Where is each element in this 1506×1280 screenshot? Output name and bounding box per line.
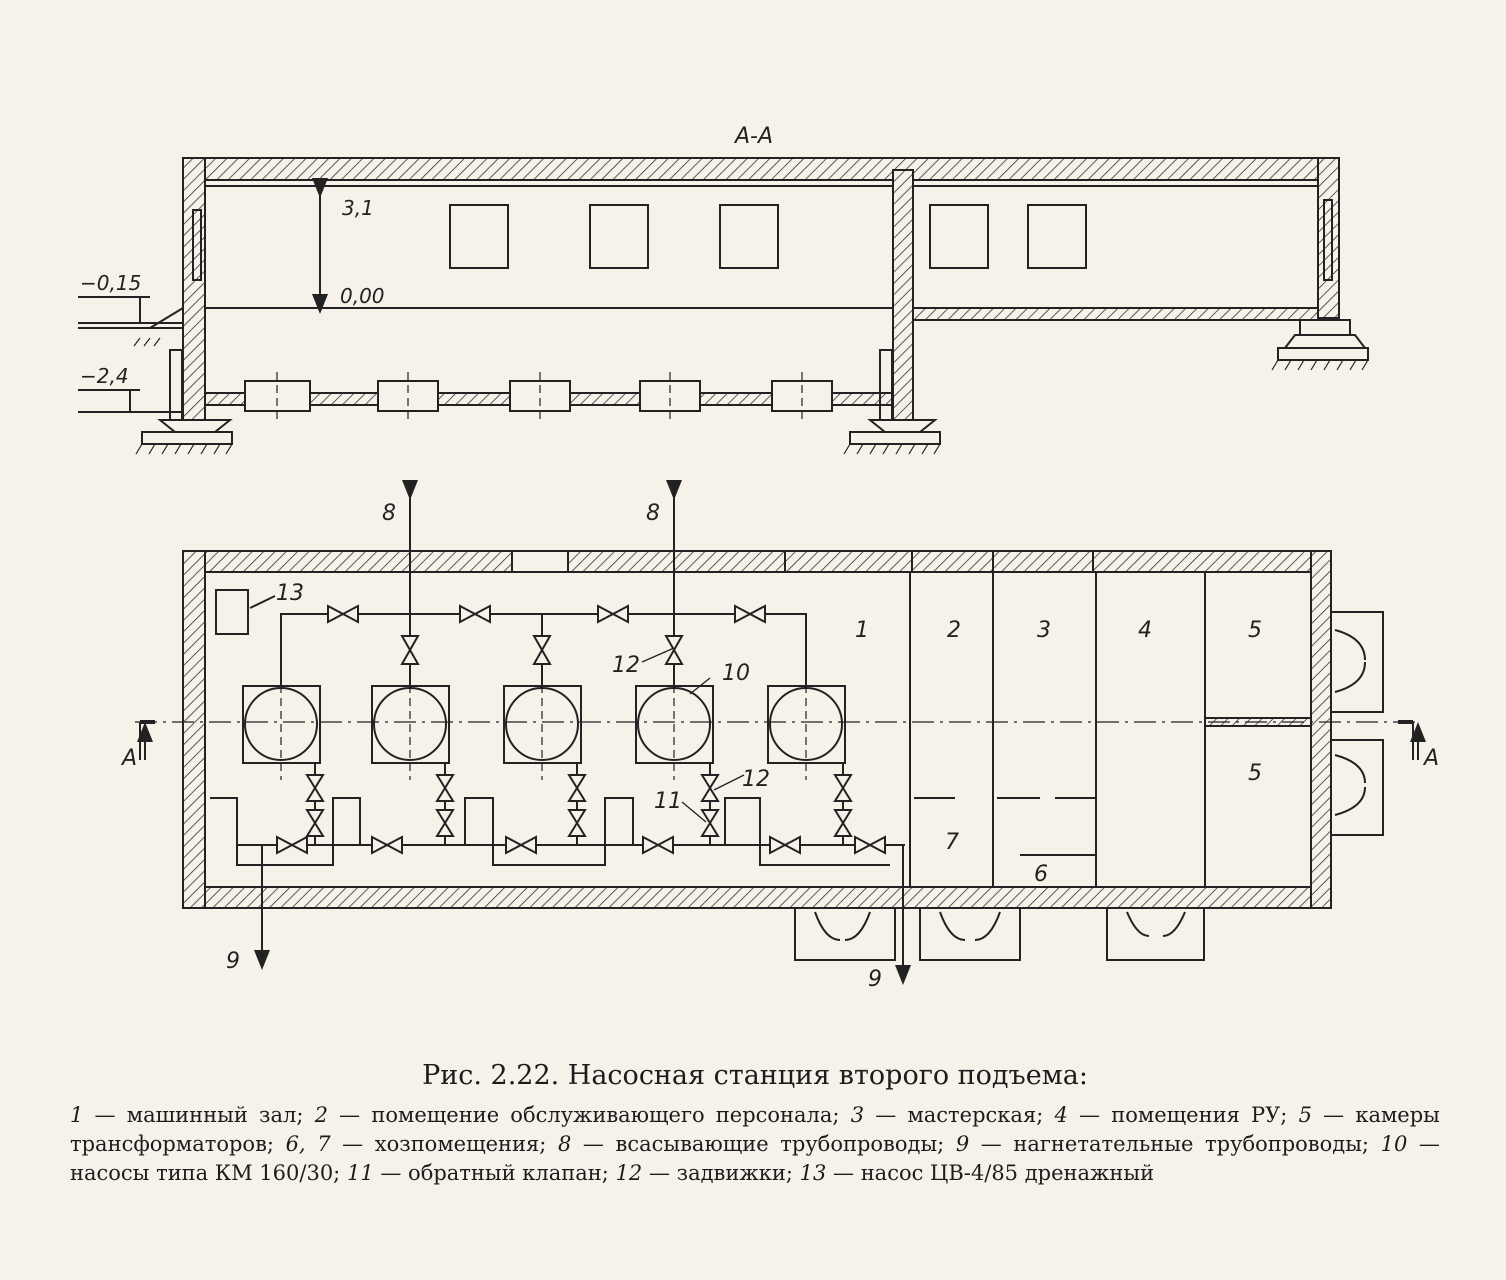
label-6: 6 xyxy=(1034,862,1048,887)
legend-item: 1 — машинный зал; xyxy=(70,1103,304,1127)
section-mark-right: А xyxy=(1424,746,1440,771)
section-view xyxy=(78,124,1368,454)
legend-text: насос ЦВ-4/85 дренажный xyxy=(860,1161,1155,1185)
label-11: 11 xyxy=(654,789,682,814)
elev-bottom-label: −2,4 xyxy=(80,364,129,388)
legend-item: 10 — насосы типа КМ 160/30; xyxy=(70,1132,1440,1185)
legend-item: 6, 7 — хозпомещения; xyxy=(285,1132,547,1156)
legend-number: 3 xyxy=(850,1103,865,1127)
plan-view xyxy=(120,490,1439,975)
flow-8-right: 8 xyxy=(646,501,660,526)
elev-ground-label: −0,15 xyxy=(80,271,142,295)
elev-floor-label: 0,00 xyxy=(340,284,385,308)
section-mark-left: А xyxy=(122,746,138,771)
label-1: 1 xyxy=(855,618,869,643)
pump-group xyxy=(243,686,845,763)
legend-text: помещение обслуживающего персонала; xyxy=(371,1103,840,1127)
legend-number: 10 xyxy=(1380,1132,1408,1156)
legend-item: 8 — всасывающие трубопроводы; xyxy=(557,1132,945,1156)
legend-number: 4 xyxy=(1054,1103,1068,1127)
legend-item: 5 — камеры трансформаторов; xyxy=(70,1103,1440,1156)
legend-text: хозпомещения; xyxy=(374,1132,547,1156)
legend-text: насосы типа КМ 160/30; xyxy=(70,1161,341,1185)
legend-number: 2 xyxy=(314,1103,328,1127)
label-5a: 5 xyxy=(1248,618,1262,643)
legend-number: 1 xyxy=(70,1103,84,1127)
legend-item: 2 — помещение обслуживающего персонала; xyxy=(314,1103,840,1127)
label-5b: 5 xyxy=(1248,761,1262,786)
label-2: 2 xyxy=(947,618,961,643)
legend-number: 6, 7 xyxy=(285,1132,331,1156)
legend-number: 5 xyxy=(1298,1103,1312,1127)
elev-top-label: 3,1 xyxy=(342,196,374,220)
section-title: А-А xyxy=(735,124,774,149)
legend-text: обратный клапан; xyxy=(408,1161,609,1185)
label-7: 7 xyxy=(945,830,959,855)
label-4: 4 xyxy=(1138,618,1152,643)
legend-number: 13 xyxy=(799,1161,827,1185)
flow-8-left: 8 xyxy=(382,501,396,526)
legend-item: 13 — насос ЦВ-4/85 дренажный xyxy=(799,1161,1155,1185)
caption-title: Рис. 2.22. Насосная станция второго подъема: xyxy=(422,1060,1088,1091)
caption-legend xyxy=(60,1101,1450,1188)
legend-number: 12 xyxy=(615,1161,643,1185)
legend-item: 12 — задвижки; xyxy=(615,1161,793,1185)
legend-number: 11 xyxy=(346,1161,374,1185)
legend-text: всасывающие трубопроводы; xyxy=(615,1132,945,1156)
legend-item: 4 — помещения РУ; xyxy=(1054,1103,1288,1127)
legend-number: 9 xyxy=(955,1132,970,1156)
legend-text: помещения РУ; xyxy=(1111,1103,1288,1127)
label-10: 10 xyxy=(722,661,750,686)
label-3: 3 xyxy=(1037,618,1051,643)
legend-item: 9 — нагнетательные трубопроводы; xyxy=(955,1132,1369,1156)
legend-text: камеры трансформаторов; xyxy=(70,1103,1440,1156)
legend-text: машинный зал; xyxy=(126,1103,304,1127)
legend-number: 8 xyxy=(557,1132,572,1156)
label-12-top: 12 xyxy=(612,653,640,678)
legend-text: задвижки; xyxy=(676,1161,793,1185)
legend-item: 11 — обратный клапан; xyxy=(346,1161,609,1185)
label-13: 13 xyxy=(276,581,304,606)
legend-item: 3 — мастерская; xyxy=(850,1103,1044,1127)
flow-9-right: 9 xyxy=(868,967,882,992)
label-12-bottom: 12 xyxy=(742,767,770,792)
legend-text: мастерская; xyxy=(907,1103,1044,1127)
flow-9-left: 9 xyxy=(226,949,240,974)
legend-text: нагнетательные трубопроводы; xyxy=(1013,1132,1369,1156)
figure-caption xyxy=(60,1060,1450,1188)
